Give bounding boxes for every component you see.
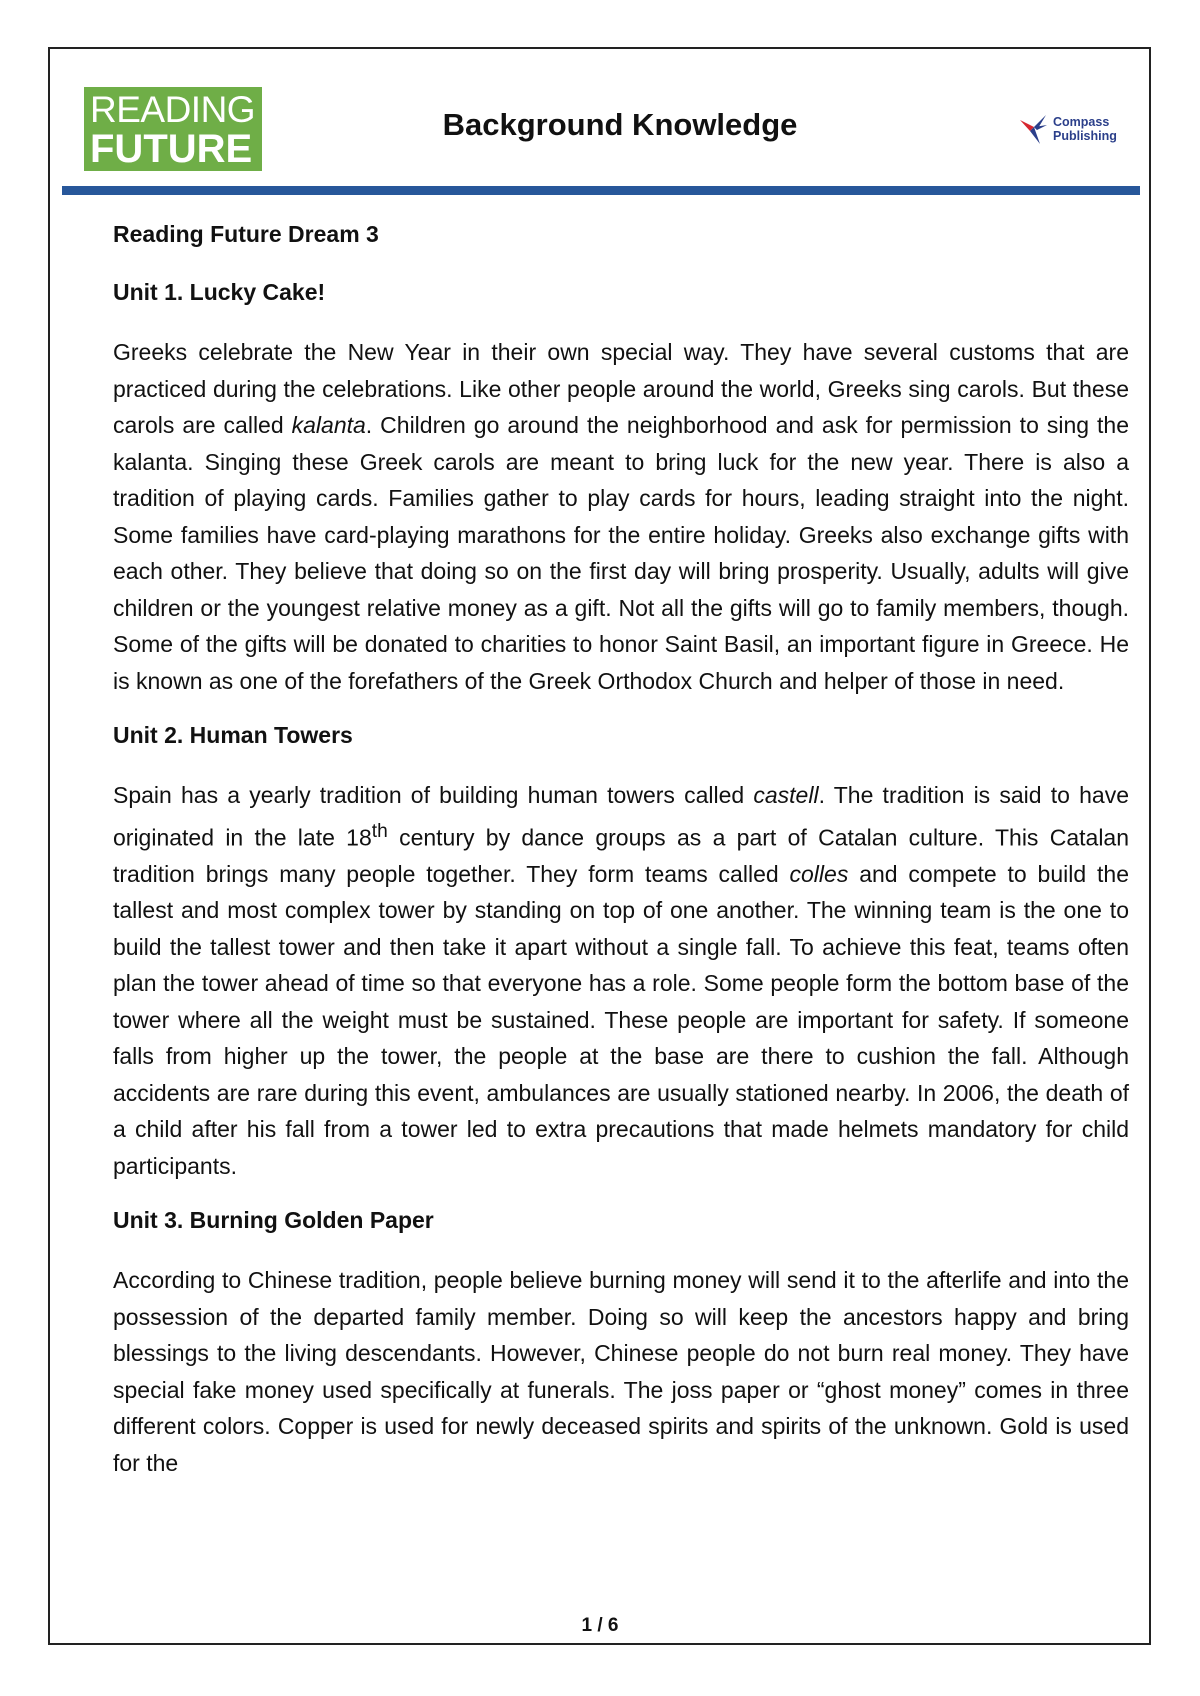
unit-3-heading: Unit 3. Burning Golden Paper	[113, 1207, 434, 1234]
logo-line-future: FUTURE	[90, 127, 253, 171]
unit-1-paragraph	[113, 334, 1129, 699]
publisher-name-line1: Compass	[1053, 115, 1110, 129]
paragraph-text: Spain has a yearly tradition of building human towers called	[113, 782, 754, 808]
paragraph-text: century by dance groups as a part of Catalan culture. This Catalan tradition brings many people together. They form teams called	[113, 824, 1130, 887]
italic-term: colles	[789, 860, 849, 887]
superscript-ordinal: th	[371, 820, 388, 842]
paragraph-text: Greeks celebrate the New Year in their own special way. They have several customs that are practiced during the celebrations. Like other people around the world, Greeks sing carols. But these carols are called	[113, 339, 1129, 438]
paragraph-text: . Children go around the neighborhood and ask for permission to sing the kalanta. Singing these Greek carols are meant to bring luck for the new year. There is also a tradition of playing cards. Families gather to play cards for hours, leading straight into the night. Some families have card-playing marathons for the entire holiday. Greeks also exchange gifts with each other. They believe that doing so on the first day will bring prosperity. Usually, adults will give children or the youngest relative money as a gift. Not all the gifts will go to family members, though. Some of the gifts will be donated to charities to honor Saint Basil, an important figure in Greece. He is known as one of the forefathers of the Greek Orthodox Church and helper of those in need.	[113, 412, 1129, 694]
paragraph-text: . The tradition is said to have originated in the late 18	[113, 782, 1129, 851]
unit-2-paragraph	[113, 777, 1129, 1184]
unit-2-heading: Unit 2. Human Towers	[113, 722, 353, 748]
page-number: 1 / 6	[581, 1615, 619, 1636]
compass-star-icon	[1018, 112, 1048, 146]
reading-future-logo	[84, 87, 262, 171]
paragraph-text: and compete to build the tallest and most complex tower by standing on top of one another. The winning team is the one to build the tallest tower and then take it apart without a single fall. To achieve this feat, teams often plan the tower ahead of time so that everyone has a role. Some people form the bottom base of the tower where all the weight must be sustained. These people are important for safety. If someone falls from higher up the tower, the people at the base are there to cushion the fall. Although accidents are rare during this event, ambulances are usually stationed nearby. In 2006, the death of a child after his fall from a tower led to extra precautions that made helmets mandatory for child participants.	[113, 860, 1129, 1179]
paragraph-text: According to Chinese tradition, people believe burning money will send it to the afterlife and into the possession of the departed family member. Doing so will keep the ancestors happy and bring blessings to the living descendants. However, Chinese people do not burn real money. They have special fake money used specifically at funerals. The joss paper or “ghost money” comes in three different colors. Copper is used for newly deceased spirits and spirits of the unknown. Gold is used for the	[113, 1267, 1129, 1476]
italic-term: castell	[753, 782, 819, 808]
document-title: Reading Future Dream 3	[113, 221, 379, 247]
italic-term: kalanta	[291, 412, 366, 438]
document-body	[113, 218, 1129, 1501]
header-rule	[62, 186, 1140, 195]
logo-line-reading: READING	[90, 89, 256, 130]
compass-publishing-logo	[1018, 111, 1117, 147]
publisher-name-line2: Publishing	[1053, 129, 1117, 143]
header-title: Background Knowledge	[442, 107, 798, 142]
unit-1-heading: Unit 1. Lucky Cake!	[113, 279, 326, 305]
unit-3-paragraph	[113, 1262, 1129, 1481]
